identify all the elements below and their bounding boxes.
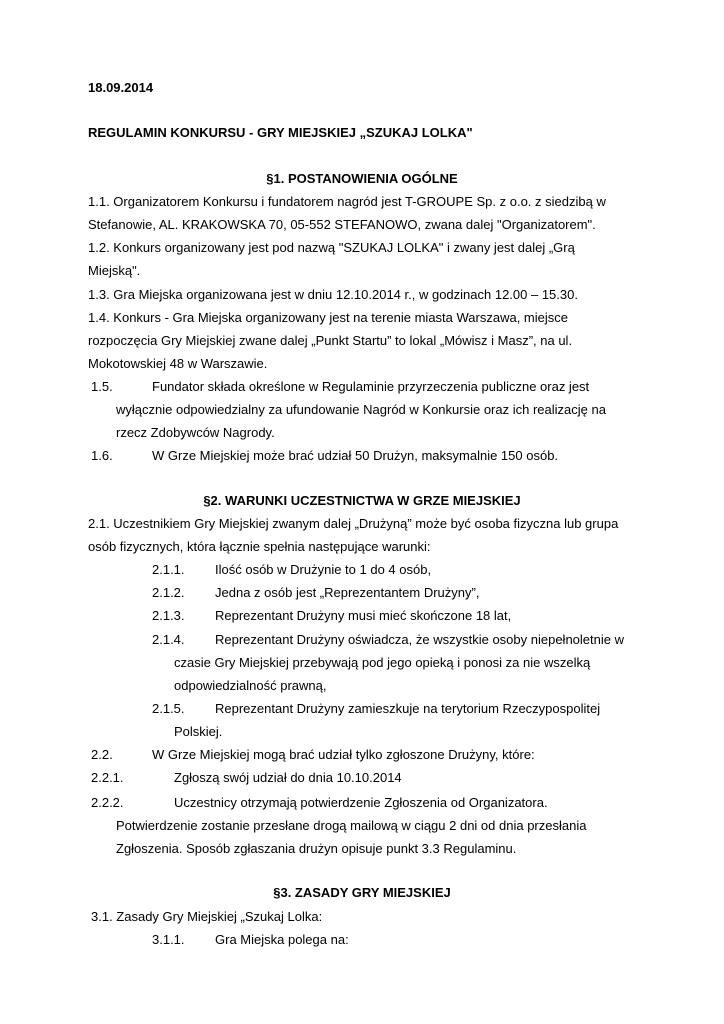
paragraph-1-1-line-2: Stefanowie, AL. KRAKOWSKA 70, 05-552 STEFANOWO, zwana dalej "Organizatorem". (88, 217, 596, 232)
paragraph-2-1-line-1: 2.1. Uczestnikiem Gry Miejskiej zwanym dalej „Drużyną” może być osoba fizyczna lub grupa (88, 516, 619, 531)
document-date: 18.09.2014 (88, 80, 154, 95)
paragraph-2-2-1-number: 2.2.1. (91, 770, 124, 785)
paragraph-2-2-number: 2.2. (91, 747, 113, 762)
paragraph-2-2-2-line-2: Potwierdzenie zostanie przesłane drogą mailową w ciągu 2 dni od dnia przesłania (116, 818, 587, 833)
paragraph-1-2-line-1: 1.2. Konkurs organizowany jest pod nazwą "SZUKAJ LOLKA" i zwany jest dalej „Grą (88, 240, 575, 255)
paragraph-1-6-number: 1.6. (91, 448, 113, 463)
paragraph-2-1-line-2: osób fizycznych, która łącznie spełnia następujące warunki: (88, 539, 431, 554)
item-2-1-5-line-2: Polskiej. (174, 724, 223, 739)
paragraph-1-6-text: W Grze Miejskiej może brać udział 50 Drużyn, maksymalnie 150 osób. (152, 448, 559, 463)
item-2-1-4-line-1: Reprezentant Drużyny oświadcza, że wszystkie osoby niepełnoletnie w (215, 632, 624, 647)
item-2-1-2-text: Jedna z osób jest „Reprezentantem Drużyny”, (215, 585, 480, 600)
paragraph-2-2-2-number: 2.2.2. (91, 795, 124, 810)
item-2-1-3-text: Reprezentant Drużyny musi mieć skończone 18 lat, (215, 608, 512, 623)
paragraph-1-4-line-2: rozpoczęcia Gry Miejskiej zwane dalej „Punkt Startu” to lokal „Mówisz i Masz”, na ul. (88, 333, 573, 348)
item-2-1-4-number: 2.1.4. (152, 632, 185, 647)
paragraph-2-2-2-line-3: Zgłoszenia. Sposób zgłaszania drużyn opisuje punkt 3.3 Regulaminu. (116, 841, 517, 856)
paragraph-1-1-line-1: 1.1. Organizatorem Konkursu i fundatorem nagród jest T-GROUPE Sp. z o.o. z siedzibą w (88, 194, 606, 209)
item-2-1-5-number: 2.1.5. (152, 701, 185, 716)
paragraph-2-2-text: W Grze Miejskiej mogą brać udział tylko zgłoszone Drużyny, które: (152, 747, 535, 762)
item-2-1-3-number: 2.1.3. (152, 608, 185, 623)
paragraph-1-5-line-2: wyłącznie odpowiedzialny za ufundowanie Nagród w Konkursie oraz ich realizację na (116, 402, 606, 417)
paragraph-1-3: 1.3. Gra Miejska organizowana jest w dniu 12.10.2014 r., w godzinach 12.00 – 15.30. (88, 287, 578, 302)
item-2-1-2-number: 2.1.2. (152, 585, 185, 600)
document-title: REGULAMIN KONKURSU - GRY MIEJSKIEJ „SZUKAJ LOLKA" (88, 125, 473, 140)
item-2-1-5-line-1: Reprezentant Drużyny zamieszkuje na terytorium Rzeczypospolitej (215, 701, 601, 716)
paragraph-2-2-1-text: Zgłoszą swój udział do dnia 10.10.2014 (174, 770, 402, 785)
item-2-1-4-line-2: czasie Gry Miejskiej przebywają pod jego opieką i ponosi za nie wszelką (174, 655, 591, 670)
item-2-1-1-text: Ilość osób w Drużynie to 1 do 4 osób, (215, 562, 432, 577)
item-3-1-1-text: Gra Miejska polega na: (215, 932, 349, 947)
section-1-heading: §1. POSTANOWIENIA OGÓLNE (266, 171, 458, 186)
paragraph-1-5-number: 1.5. (91, 379, 113, 394)
section-3-heading: §3. ZASADY GRY MIEJSKIEJ (273, 885, 451, 900)
paragraph-1-4-line-1: 1.4. Konkurs - Gra Miejska organizowany jest na terenie miasta Warszawa, miejsce (88, 310, 568, 325)
item-2-1-4-line-3: odpowiedzialność prawną, (174, 678, 327, 693)
section-2-heading: §2. WARUNKI UCZESTNICTWA W GRZE MIEJSKIEJ (203, 493, 521, 508)
paragraph-1-4-line-3: Mokotowskiej 48 w Warszawie. (88, 356, 268, 371)
item-3-1-1-number: 3.1.1. (152, 932, 185, 947)
paragraph-1-5-line-3: rzecz Zdobywców Nagrody. (116, 425, 275, 440)
paragraph-1-2-line-2: Miejską". (88, 263, 141, 278)
item-2-1-1-number: 2.1.1. (152, 562, 185, 577)
paragraph-2-2-2-line-1: Uczestnicy otrzymają potwierdzenie Zgłoszenia od Organizatora. (174, 795, 548, 810)
paragraph-3-1: 3.1. Zasady Gry Miejskiej „Szukaj Lolka: (91, 909, 323, 924)
paragraph-1-5-line-1: Fundator składa określone w Regulaminie przyrzeczenia publiczne oraz jest (152, 379, 590, 394)
